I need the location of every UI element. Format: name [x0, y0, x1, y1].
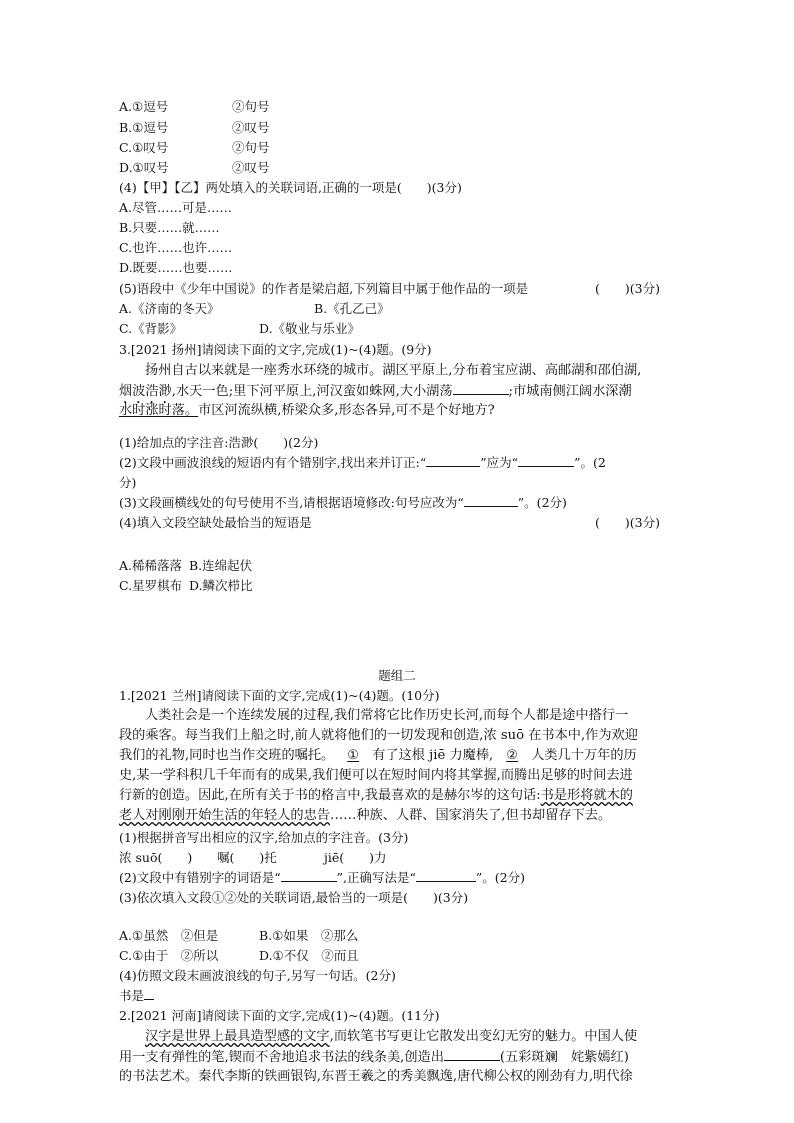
- option-a: A.①虽然 ②但是: [119, 928, 219, 943]
- q3-sub-2: (2)文段中画波浪线的短语内有个错别字,找出来并订正:“ ”应为“ ”。(2: [119, 455, 606, 470]
- g2-options-row: [119, 946, 684, 966]
- option-a: A.①逗号: [119, 99, 169, 114]
- answer-blank[interactable]: [518, 454, 574, 468]
- q4-option-c: C.也许……也许……: [119, 240, 233, 255]
- g2-q2-heading: 2.[2021 河南]请阅读下面的文字,完成(1)~(4)题。(11分): [119, 1008, 440, 1023]
- pinyin-blank[interactable]: jiē( )力: [324, 850, 387, 865]
- g2-options-row: [119, 926, 684, 946]
- blank-1[interactable]: ①: [347, 748, 360, 763]
- question-5: [119, 279, 684, 299]
- q4-option-a: A.尽管……可是……: [119, 200, 233, 215]
- passage-line: 段的乘客。每当我们上船之时,前人就将他们的一切发现和创造,浓 suō 在书本中,作为欢迎: [119, 728, 638, 743]
- passage-line: 用一支有弹性的笔,锲而不舍地追求书法的线条美,创造出 (五彩斑斓 姹紫嫣红): [119, 1047, 675, 1067]
- q3-options-row: [119, 556, 684, 576]
- option-d: D.鳞次栉比: [189, 578, 253, 593]
- g2-sub-1: (1)根据拼音写出相应的汉字,给加点的字注音。(3分): [119, 830, 409, 845]
- q4-option-b: B.只要……就……: [119, 220, 220, 235]
- answer-blank[interactable]: [416, 869, 476, 883]
- passage-line: 烟波浩渺,水天一色;里下河平原上,河汉蛮如蛛网,大小湖荡 ;市城南侧江阔水深潮: [119, 381, 675, 401]
- g2-q1-passage: [119, 706, 675, 826]
- passage-line: 扬州自古以来就是一座秀水环绕的城市。湖区平原上,分布着宝应湖、高邮湖和邵伯湖,: [145, 363, 642, 378]
- option-d: D.①叹号: [119, 160, 169, 175]
- passage-line: 老人对刚刚开始生活的年轻人的忠告……种族、人群、国家消失了,但书却留存下去。: [119, 808, 612, 823]
- option-row: [119, 138, 684, 158]
- option-b: B.①如果 ②那么: [259, 928, 359, 943]
- q5-option-d: D.《敬业与乐业》: [259, 321, 361, 336]
- g2-sub-3: (3)依次填入文段①②处的关联词语,最恰当的一项是( )(3分): [119, 890, 469, 905]
- answer-blank[interactable]: [426, 454, 480, 468]
- passage-line: 人类社会是一个连续发展的过程,我们常将它比作历史长河,而每个人都是途中搭行一: [145, 708, 629, 723]
- q4-option-d: D.既要……也要……: [119, 260, 233, 275]
- option-a: A.稀稀落落: [119, 558, 183, 573]
- q5-option-a: A.《济南的冬天》: [119, 301, 220, 316]
- passage-line: 的书法艺术。秦代李斯的铁画银钩,东晋王羲之的秀美飘逸,唐代柳公权的刚劲有力,明代徐: [119, 1069, 633, 1084]
- option-d-2: ②叹号: [232, 160, 270, 175]
- q5-options-row: [119, 299, 684, 319]
- g2-q2-passage: [119, 1027, 675, 1087]
- option-c: C.星罗棋布: [119, 578, 183, 593]
- option-row: [119, 118, 684, 138]
- option-b-2: ②叹号: [232, 120, 270, 135]
- underlined-text: 水时涨时落。: [119, 403, 199, 418]
- option-row: [119, 97, 684, 117]
- g2-sub-4-answer: 书是: [119, 986, 684, 1006]
- q3-options-row: [119, 576, 684, 596]
- q3-sub-4: (4)填入文段空缺处最恰当的短语是 ( )(3分): [119, 515, 660, 530]
- group-title: 题组二: [378, 668, 416, 683]
- option-c-2: ②句号: [232, 140, 270, 155]
- passage-line: 行新的创造。因此,在所有关于书的格言中,我最喜欢的是赫尔岑的这句话:书是形将就木的: [119, 788, 633, 803]
- answer-blank[interactable]: [144, 987, 154, 1001]
- q5-options-row: [119, 319, 684, 339]
- option-c: C.①叹号: [119, 140, 169, 155]
- passage-line: 我们的礼物,同时也当作交班的嘱托。 ① 有了这根 jiē 力魔棒, ② 人类几十万年的历: [119, 746, 675, 766]
- wavy-text: 书是形将就木的: [540, 788, 633, 803]
- option-a-2: ②句号: [232, 99, 270, 114]
- option-c: C.①由于 ②所以: [119, 948, 219, 963]
- fill-blank[interactable]: [444, 1047, 500, 1061]
- g2-sub-4: (4)仿照文段末画波浪线的句子,另写一句话。(2分): [119, 968, 396, 983]
- q5-option-b: B.《孔乙己》: [314, 301, 390, 316]
- pinyin-blank[interactable]: 浓 suō( ): [119, 850, 193, 865]
- option-row: [119, 158, 684, 178]
- q3-sub-3: (3)文段画横线处的句号使用不当,请根据语境修改:句号应改为“ ”。(2分): [119, 495, 567, 510]
- question-4: (4)【甲】【乙】两处填入的关联词语,正确的一项是( )(3分): [119, 180, 462, 195]
- g2-sub-1-items: [119, 848, 684, 868]
- passage-line: 水时涨时落。市区河流纵横,桥梁众多,形态各异,可不是个好地方?: [119, 403, 495, 418]
- q5-option-c: C.《背影》: [119, 321, 183, 336]
- wavy-text: 汉字是世界上最具造型感的文字: [145, 1029, 330, 1044]
- wavy-text: 老人对刚刚开始生活的年轻人的忠告: [119, 808, 330, 823]
- blank-2[interactable]: ②: [506, 748, 519, 763]
- fill-blank[interactable]: [453, 381, 509, 395]
- zhuyin-blank[interactable]: 嘱( )托: [217, 850, 277, 865]
- q3-sub-1: (1)给加点的字注音:浩渺( )(2分): [119, 435, 319, 450]
- option-d: D.①不仅 ②而且: [259, 948, 359, 963]
- answer-blank[interactable]: [464, 494, 518, 508]
- passage-line: 汉字是世界上最具造型感的文字,而软笔书写更让它散发出变幻无穷的魅力。中国人使: [145, 1029, 638, 1044]
- option-b: B.连绵起伏: [189, 558, 253, 573]
- dotted-word: 烟波浩渺: [119, 384, 172, 400]
- passage-line: 史,某一学科积几千年而有的成果,我们便可以在短时间内将其掌握,而腾出足够的时间去进: [119, 768, 633, 783]
- option-b: B.①逗号: [119, 120, 169, 135]
- g2-q1-heading: 1.[2021 兰州]请阅读下面的文字,完成(1)~(4)题。(10分): [119, 688, 440, 703]
- q3-heading: 3.[2021 扬州]请阅读下面的文字,完成(1)~(4)题。(9分): [119, 342, 432, 357]
- q3-sub-2-cont: 分): [119, 475, 137, 490]
- g2-sub-2: (2)文段中有错别字的词语是“ ”,正确写法是“ ”。(2分): [119, 870, 525, 885]
- question-5-score: ( )(3分): [595, 281, 660, 296]
- answer-blank[interactable]: [281, 869, 337, 883]
- question-5-text: (5)语段中《少年中国说》的作者是梁启超,下列篇目中属于他作品的一项是: [119, 281, 529, 296]
- q3-passage: [119, 361, 675, 421]
